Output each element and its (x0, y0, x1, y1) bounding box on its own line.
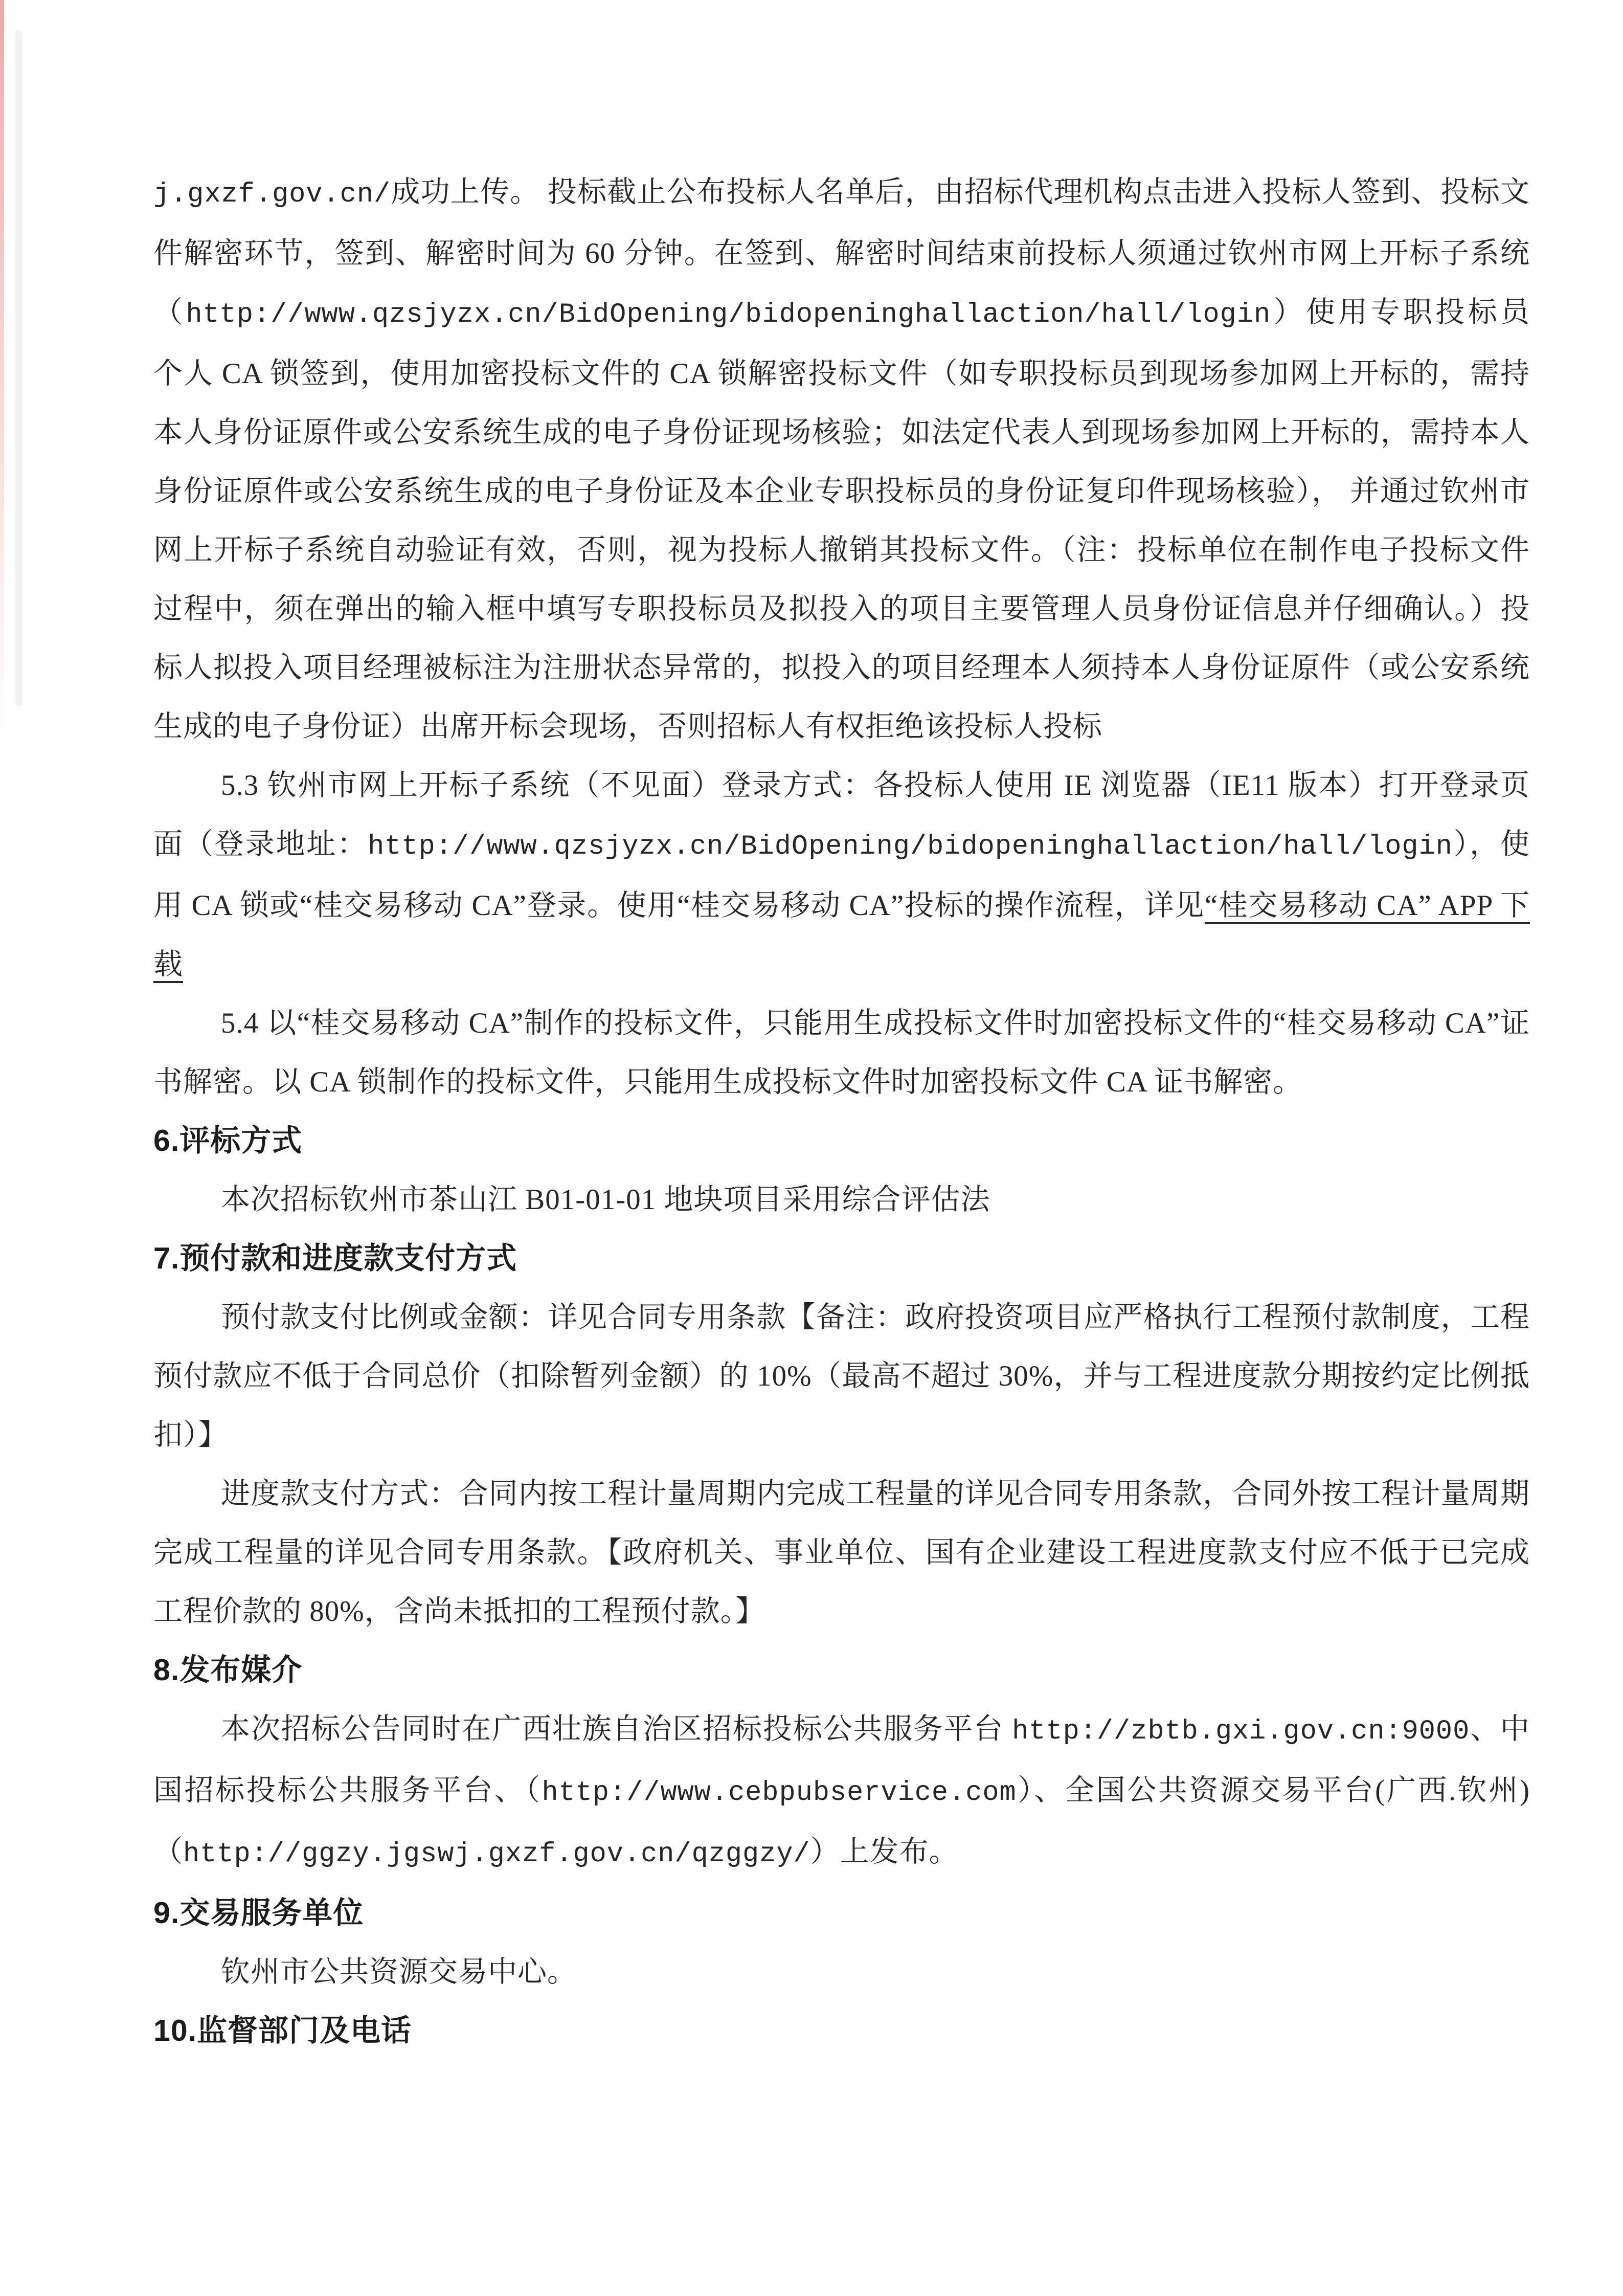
body-text: 预付款支付比例或金额：详见合同专用条款【备注：政府投资项目应严格执行工程预付款制度，工程预付款应不低于合同总价（扣除暂列金额）的 10%（最高不超过 30%，并与工程进度款分期按约定比例抵扣）】 (153, 1301, 1530, 1451)
section-heading (153, 1111, 1530, 1170)
url-text: http://www.qzsjyzx.cn/BidOpening/bidopeninghallaction/hall/login (186, 299, 1271, 330)
body-text: 钦州市公共资源交易中心。 (221, 1956, 577, 1988)
url-text: http://zbtb.gxi.gov.cn:9000 (1012, 1716, 1470, 1747)
body-text: 本次招标公告同时在广西壮族自治区招标投标公共服务平台 (221, 1713, 1012, 1745)
url-text: http://www.qzsjyzx.cn/BidOpening/bidopeninghallaction/hall/login (368, 831, 1453, 862)
body-text: 10.监督部门及电话 (153, 2014, 412, 2047)
body-text: 5.3 钦州市网上开标子系统（不见面）登录方式：各投标人使用 IE 浏览器（IE11 版本）打开登录页面（登录地址： (153, 769, 1530, 860)
body-text: 6.评标方式 (153, 1124, 303, 1157)
url-text: http://www.cebpubservice.com (542, 1777, 1017, 1809)
paragraph (153, 1700, 1530, 1884)
body-text: ），使用 CA 锁或“桂交易移动 CA”登录。使用“桂交易移动 CA”投标的操作流程，详见 (153, 828, 1530, 922)
body-text: 9.交易服务单位 (153, 1896, 364, 1930)
body-text: 进度款支付方式：合同内按工程计量周期内完成工程量的详见合同专用条款，合同外按工程计量周期完成工程量的详见合同专用条款。【政府机关、事业单位、国有企业建设工程进度款支付应不低于已完成工程价款的 80%，含尚未抵扣的工程预付款。】 (153, 1478, 1530, 1628)
paragraph (153, 1464, 1530, 1641)
section-heading (153, 1641, 1530, 1700)
scan-artifact-gray-band (15, 31, 22, 706)
body-text: ）、全国公共资源交易平台(广西.钦州)（ (153, 1774, 1530, 1868)
section-heading (153, 1884, 1530, 1943)
body-text: ）使用专职投标员个人 CA 锁签到，使用加密投标文件的 CA 锁解密投标文件（如专职投标员到现场参加网上开标的，需持本人身份证原件或公安系统生成的电子身份证现场核验；如法定代表人到现场参加网上开标的，需持本人身份证原件或公安系统生成的电子身份证及本企业专职投标员的身份证复印件现场核验）， 并通过钦州市网上开标子系统自动验证有效，否则，视为投标人撤销其投标文件。（注：投标单位在制作电子投标文件过程中，须在弹出的输入框中填写专职投标员及拟投入的项目主要管理人员身份证信息并仔细确认。）投标人拟投入项目经理被标注为注册状态异常的，拟投入的项目经理本人须持本人身份证原件（或公安系统生成的电子身份证）出席开标会现场，否则招标人有权拒绝该投标人投标 (153, 296, 1530, 743)
body-text: 本次招标钦州市茶山江 B01-01-01 地块项目采用综合评估法 (221, 1184, 990, 1216)
section-heading (153, 2001, 1530, 2060)
section-heading (153, 1229, 1530, 1288)
paragraph (153, 994, 1530, 1111)
paragraph (153, 163, 1530, 756)
paragraph (153, 756, 1530, 994)
paragraph (153, 1943, 1530, 2001)
url-text: http://ggzy.jgswj.gxzf.gov.cn/qzggzy/ (183, 1839, 810, 1870)
body-text: 7.预付款和进度款支付方式 (153, 1241, 517, 1275)
body-text: 、中国招标投标公共服务平台、（ (153, 1713, 1530, 1807)
paragraph (153, 1288, 1530, 1464)
app-download-link-text: “桂交易移动 CA” APP 下载 (153, 889, 1530, 980)
paragraph (153, 1170, 1530, 1229)
body-text: 8.发布媒介 (153, 1653, 303, 1687)
body-text: 5.4 以“桂交易移动 CA”制作的投标文件，只能用生成投标文件时加密投标文件的“桂交易移动 CA”证书解密。以 CA 锁制作的投标文件，只能用生成投标文件时加密投标文件 CA 证书解密。 (153, 1007, 1530, 1098)
body-text: 成功上传。 投标截止公布投标人名单后，由招标代理机构点击进入投标人签到、投标文件解密环节，签到、解密时间为 60 分钟。在签到、解密时间结束前投标人须通过钦州市网上开标子系统（ (153, 176, 1530, 328)
body-text: ）上发布。 (810, 1836, 959, 1868)
url-text: j.gxzf.gov.cn/ (153, 179, 391, 210)
scan-artifact-red-edge (0, 0, 4, 767)
document-body (153, 163, 1530, 2060)
